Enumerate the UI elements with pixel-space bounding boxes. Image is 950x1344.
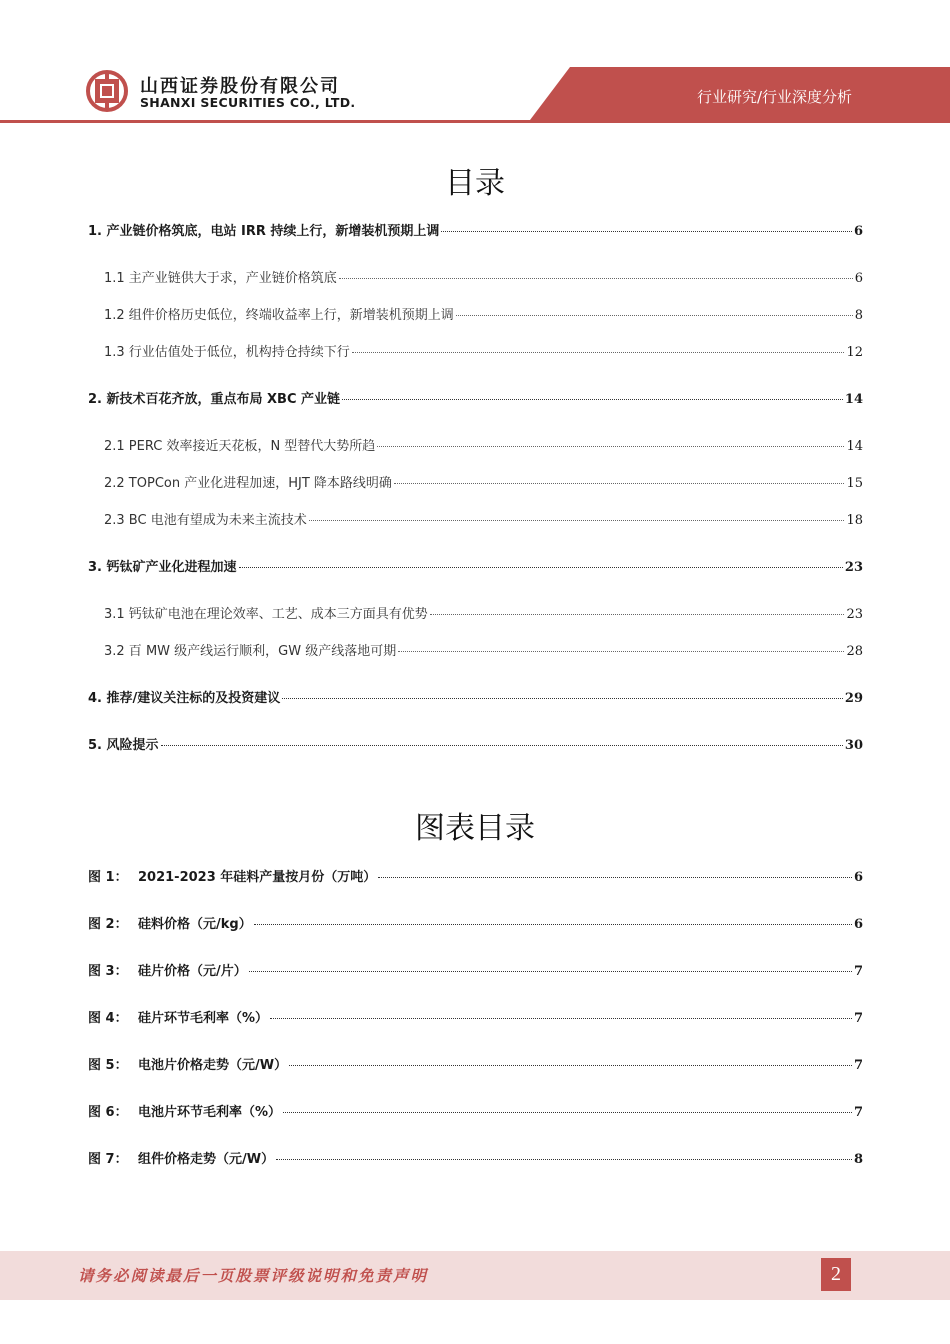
toc-entry[interactable] bbox=[104, 435, 863, 454]
figure-leader-dots bbox=[270, 1018, 852, 1019]
toc-entry-label: 1.1 主产业链供大于求，产业链价格筑底 bbox=[104, 271, 337, 286]
toc-entry-page: 14 bbox=[844, 392, 863, 407]
page-number: 2 bbox=[821, 1258, 851, 1291]
figure-entry[interactable] bbox=[88, 1007, 863, 1026]
figure-entry[interactable] bbox=[88, 1101, 863, 1120]
figure-leader-dots bbox=[378, 877, 852, 878]
figure-entry[interactable] bbox=[88, 866, 863, 885]
toc-entry-label: 5. 风险提示 bbox=[88, 738, 159, 753]
toc-entry-label: 3.1 钙钛矿电池在理论效率、工艺、成本三方面具有优势 bbox=[104, 607, 428, 622]
toc-entry-page: 30 bbox=[844, 738, 863, 753]
figure-leader-dots bbox=[289, 1065, 852, 1066]
toc-entry[interactable] bbox=[104, 509, 863, 528]
toc-entry[interactable] bbox=[88, 687, 863, 706]
figure-entry-number: 图 5： bbox=[88, 1058, 128, 1073]
figure-entry-label: 组件价格走势（元/W） bbox=[138, 1152, 275, 1167]
figure-entry-number: 图 1： bbox=[88, 870, 128, 885]
figure-entry-number: 图 6： bbox=[88, 1105, 128, 1120]
figure-leader-dots bbox=[276, 1159, 852, 1160]
toc-entry-page: 15 bbox=[846, 476, 863, 491]
toc-leader-dots bbox=[430, 614, 845, 615]
figure-entry-label: 硅片价格（元/片） bbox=[138, 964, 247, 979]
figure-entry-number: 图 2： bbox=[88, 917, 128, 932]
toc-entry[interactable] bbox=[104, 267, 863, 286]
figures-title: 图表目录 bbox=[415, 811, 535, 846]
toc-title: 目录 bbox=[445, 166, 505, 201]
toc-entry-label: 3. 钙钛矿产业化进程加速 bbox=[88, 560, 237, 575]
toc-leader-dots bbox=[282, 698, 843, 699]
toc-leader-dots bbox=[161, 745, 843, 746]
toc-entry[interactable] bbox=[104, 640, 863, 659]
figure-entry[interactable] bbox=[88, 1148, 863, 1167]
toc-entry[interactable] bbox=[88, 556, 863, 575]
toc-entry-page: 23 bbox=[846, 607, 863, 622]
figure-entry-page: 7 bbox=[853, 1011, 863, 1026]
toc-entry-label: 1.3 行业估值处于低位，机构持仓持续下行 bbox=[104, 345, 350, 360]
figure-entry-label: 硅料价格（元/kg） bbox=[138, 917, 252, 932]
figure-entry-page: 8 bbox=[853, 1152, 863, 1167]
figure-entry-number: 图 3： bbox=[88, 964, 128, 979]
toc-entry-label: 3.2 百 MW 级产线运行顺利，GW 级产线落地可期 bbox=[104, 644, 397, 659]
toc-leader-dots bbox=[342, 399, 843, 400]
toc-entry-label: 4. 推荐/建议关注标的及投资建议 bbox=[88, 691, 281, 706]
figure-entry-number: 图 7： bbox=[88, 1152, 128, 1167]
toc-entry-label: 2.3 BC 电池有望成为未来主流技术 bbox=[104, 513, 307, 528]
toc-leader-dots bbox=[352, 352, 845, 353]
toc-entry-page: 6 bbox=[853, 224, 863, 239]
toc-entry-label: 1. 产业链价格筑底，电站 IRR 持续上行，新增装机预期上调 bbox=[88, 224, 440, 239]
figure-entry-page: 7 bbox=[853, 1105, 863, 1120]
figure-entry-page: 7 bbox=[853, 964, 863, 979]
toc-entry-page: 8 bbox=[854, 308, 863, 323]
toc-leader-dots bbox=[377, 446, 844, 447]
figure-leader-dots bbox=[283, 1112, 852, 1113]
toc-entry-page: 23 bbox=[844, 560, 863, 575]
toc-entry-page: 12 bbox=[846, 345, 863, 360]
figure-entry-page: 6 bbox=[853, 870, 863, 885]
figure-entry[interactable] bbox=[88, 960, 863, 979]
disclaimer-text: 请务必阅读最后一页股票评级说明和免责声明 bbox=[78, 1266, 429, 1285]
figure-entry-label: 电池片环节毛利率（%） bbox=[138, 1105, 282, 1120]
header-divider bbox=[0, 120, 950, 123]
toc-leader-dots bbox=[398, 651, 844, 652]
figure-entry-page: 7 bbox=[853, 1058, 863, 1073]
company-name-cn: 山西证券股份有限公司 bbox=[140, 76, 340, 97]
figure-leader-dots bbox=[254, 924, 852, 925]
toc-leader-dots bbox=[394, 483, 845, 484]
toc-entry[interactable] bbox=[88, 388, 863, 407]
toc-leader-dots bbox=[309, 520, 845, 521]
toc-entry[interactable] bbox=[104, 603, 863, 622]
figure-entry-page: 6 bbox=[853, 917, 863, 932]
page-header bbox=[0, 0, 950, 125]
toc-entry-label: 1.2 组件价格历史低位，终端收益率上行，新增装机预期上调 bbox=[104, 308, 454, 323]
toc-entry-page: 18 bbox=[846, 513, 863, 528]
toc-entry[interactable] bbox=[104, 472, 863, 491]
figure-entry[interactable] bbox=[88, 1054, 863, 1073]
toc-entry[interactable] bbox=[88, 220, 863, 239]
toc-entry-page: 28 bbox=[846, 644, 863, 659]
report-category: 行业研究/行业深度分析 bbox=[697, 88, 853, 106]
company-name-en: SHANXI SECURITIES CO., LTD. bbox=[140, 95, 356, 110]
toc-entry-label: 2.2 TOPCon 产业化进程加速，HJT 降本路线明确 bbox=[104, 476, 392, 491]
figure-leader-dots bbox=[249, 971, 852, 972]
toc-leader-dots bbox=[441, 231, 852, 232]
toc-leader-dots bbox=[239, 567, 843, 568]
figure-entry-label: 2021-2023 年硅料产量按月份（万吨） bbox=[138, 870, 377, 885]
figure-entry-label: 硅片环节毛利率（%） bbox=[138, 1011, 269, 1026]
toc-entry[interactable] bbox=[88, 734, 863, 753]
toc-entry-page: 14 bbox=[846, 439, 863, 454]
shanxi-securities-logo-icon bbox=[86, 70, 128, 112]
toc-entry[interactable] bbox=[104, 341, 863, 360]
figure-entry[interactable] bbox=[88, 913, 863, 932]
toc-entry-label: 2.1 PERC 效率接近天花板，N 型替代大势所趋 bbox=[104, 439, 376, 454]
toc-entry[interactable] bbox=[104, 304, 863, 323]
figure-entry-number: 图 4： bbox=[88, 1011, 128, 1026]
toc-leader-dots bbox=[339, 278, 853, 279]
toc-entry-page: 29 bbox=[844, 691, 863, 706]
toc-entry-page: 6 bbox=[854, 271, 863, 286]
toc-entry-label: 2. 新技术百花齐放，重点布局 XBC 产业链 bbox=[88, 392, 341, 407]
toc-leader-dots bbox=[456, 315, 853, 316]
figure-entry-label: 电池片价格走势（元/W） bbox=[138, 1058, 288, 1073]
